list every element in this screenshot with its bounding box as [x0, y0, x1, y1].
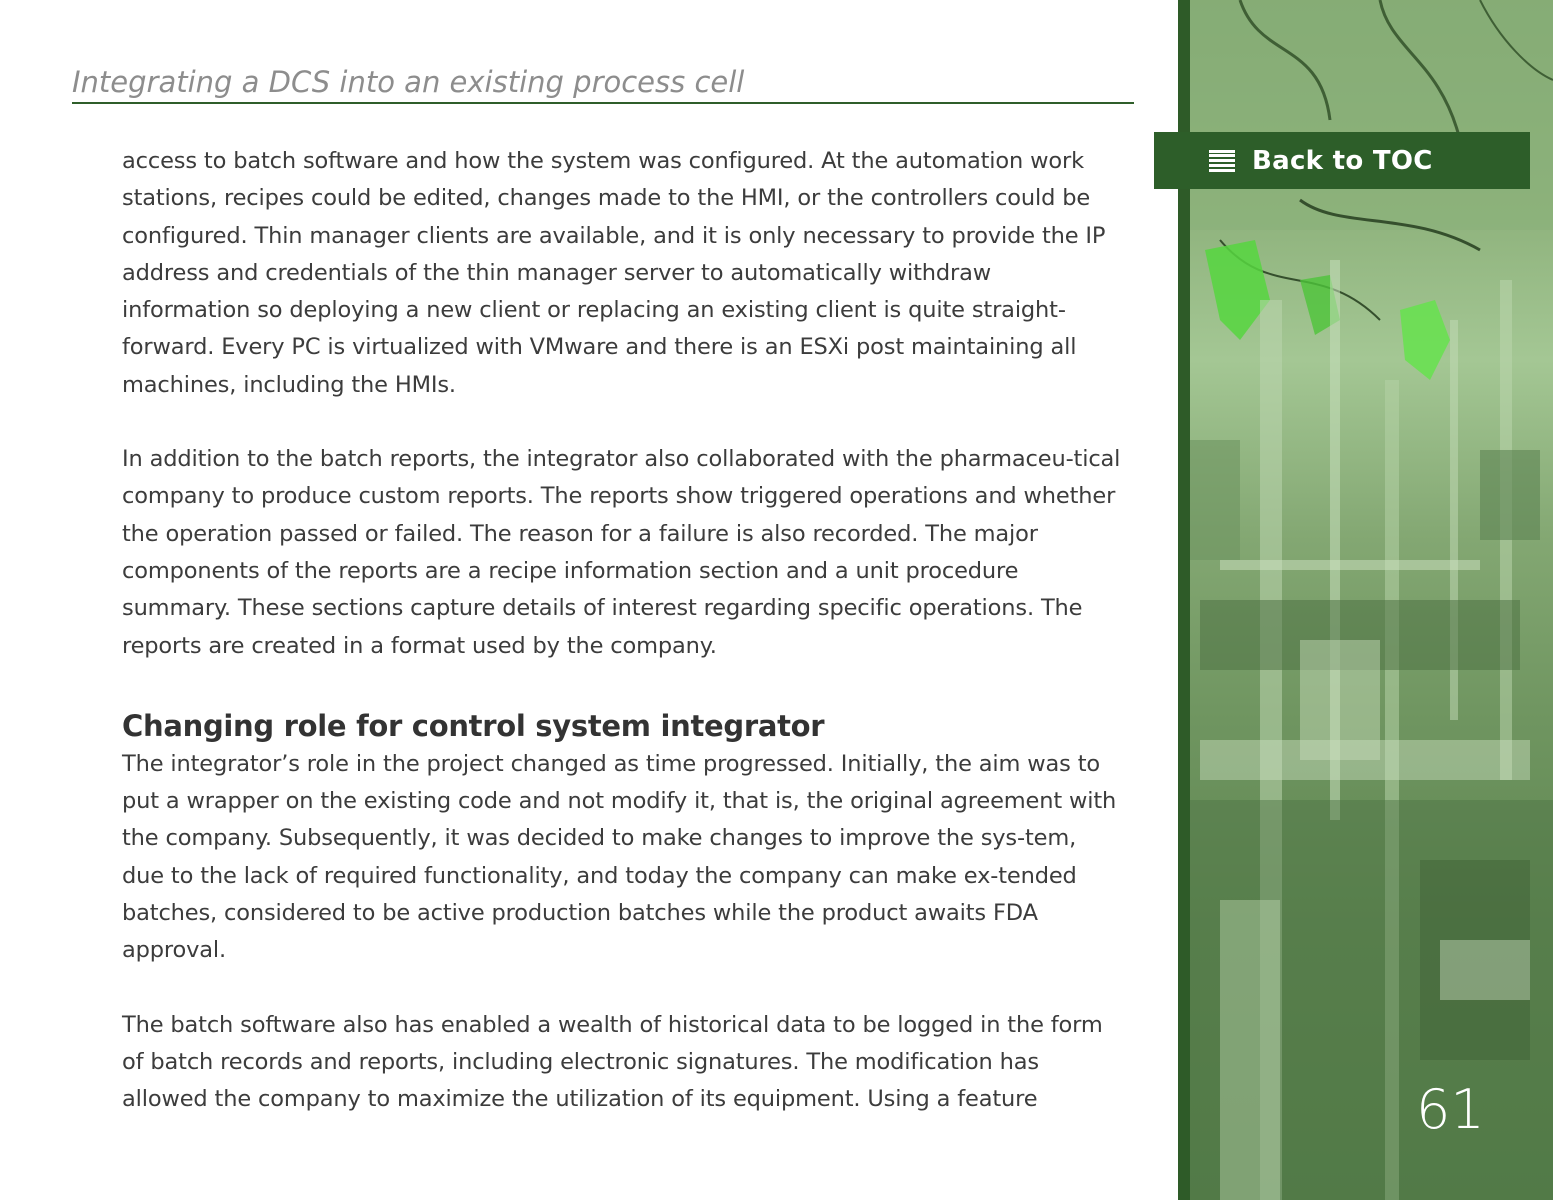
page-number: 61: [1416, 1078, 1485, 1141]
paragraph: access to batch software and how the system was configured. At the automation work stations, recipes could be edited, changes made to the HMI, or the controllers could be configured. Thin manager clients are available, and it is only necessary to provide the IP address and credentials of the thin manager server to automatically withdraw information so deploying a new client or replacing an existing client is quite straight-forward. Every PC is virtualized with VMware and there is an ESXi post maintaining all machines, including the HMIs.: [122, 148, 1106, 398]
paragraph: The batch software also has enabled a wealth of historical data to be logged in the form of batch records and reports, including electronic signatures. The modification has allowed the company to maximize the utilization of its equipment. Using a feature: [122, 1011, 1103, 1113]
back-to-toc-label: Back to TOC: [1252, 145, 1433, 176]
article-content: [122, 143, 1122, 1156]
list-icon: [1209, 150, 1235, 172]
paragraph: In addition to the batch reports, the integrator also collaborated with the pharmaceu-tical company to produce custom reports. The reports show triggered operations and whether the operation passed or failed. The reason for a failure is also recorded. The major components of the reports are a recipe information section and a unit procedure summary. These sections capture details of interest regarding specific operations. The reports are created in a format used by the company.: [122, 446, 1121, 659]
paragraph: The integrator’s role in the project changed as time progressed. Initially, the aim was to put a wrapper on the existing code and not modify it, that is, the original agreement with the company. Subsequently, it was decided to make changes to improve the sys-tem, due to the lack of required functionality, and today the company can make ex-tended batches, considered to be active production batches while the product awaits FDA approval.: [122, 750, 1117, 964]
section-heading: Changing role for control system integrator: [122, 708, 825, 743]
running-header: Integrating a DCS into an existing process cell: [72, 64, 1134, 104]
back-to-toc-button[interactable]: [1154, 132, 1530, 189]
